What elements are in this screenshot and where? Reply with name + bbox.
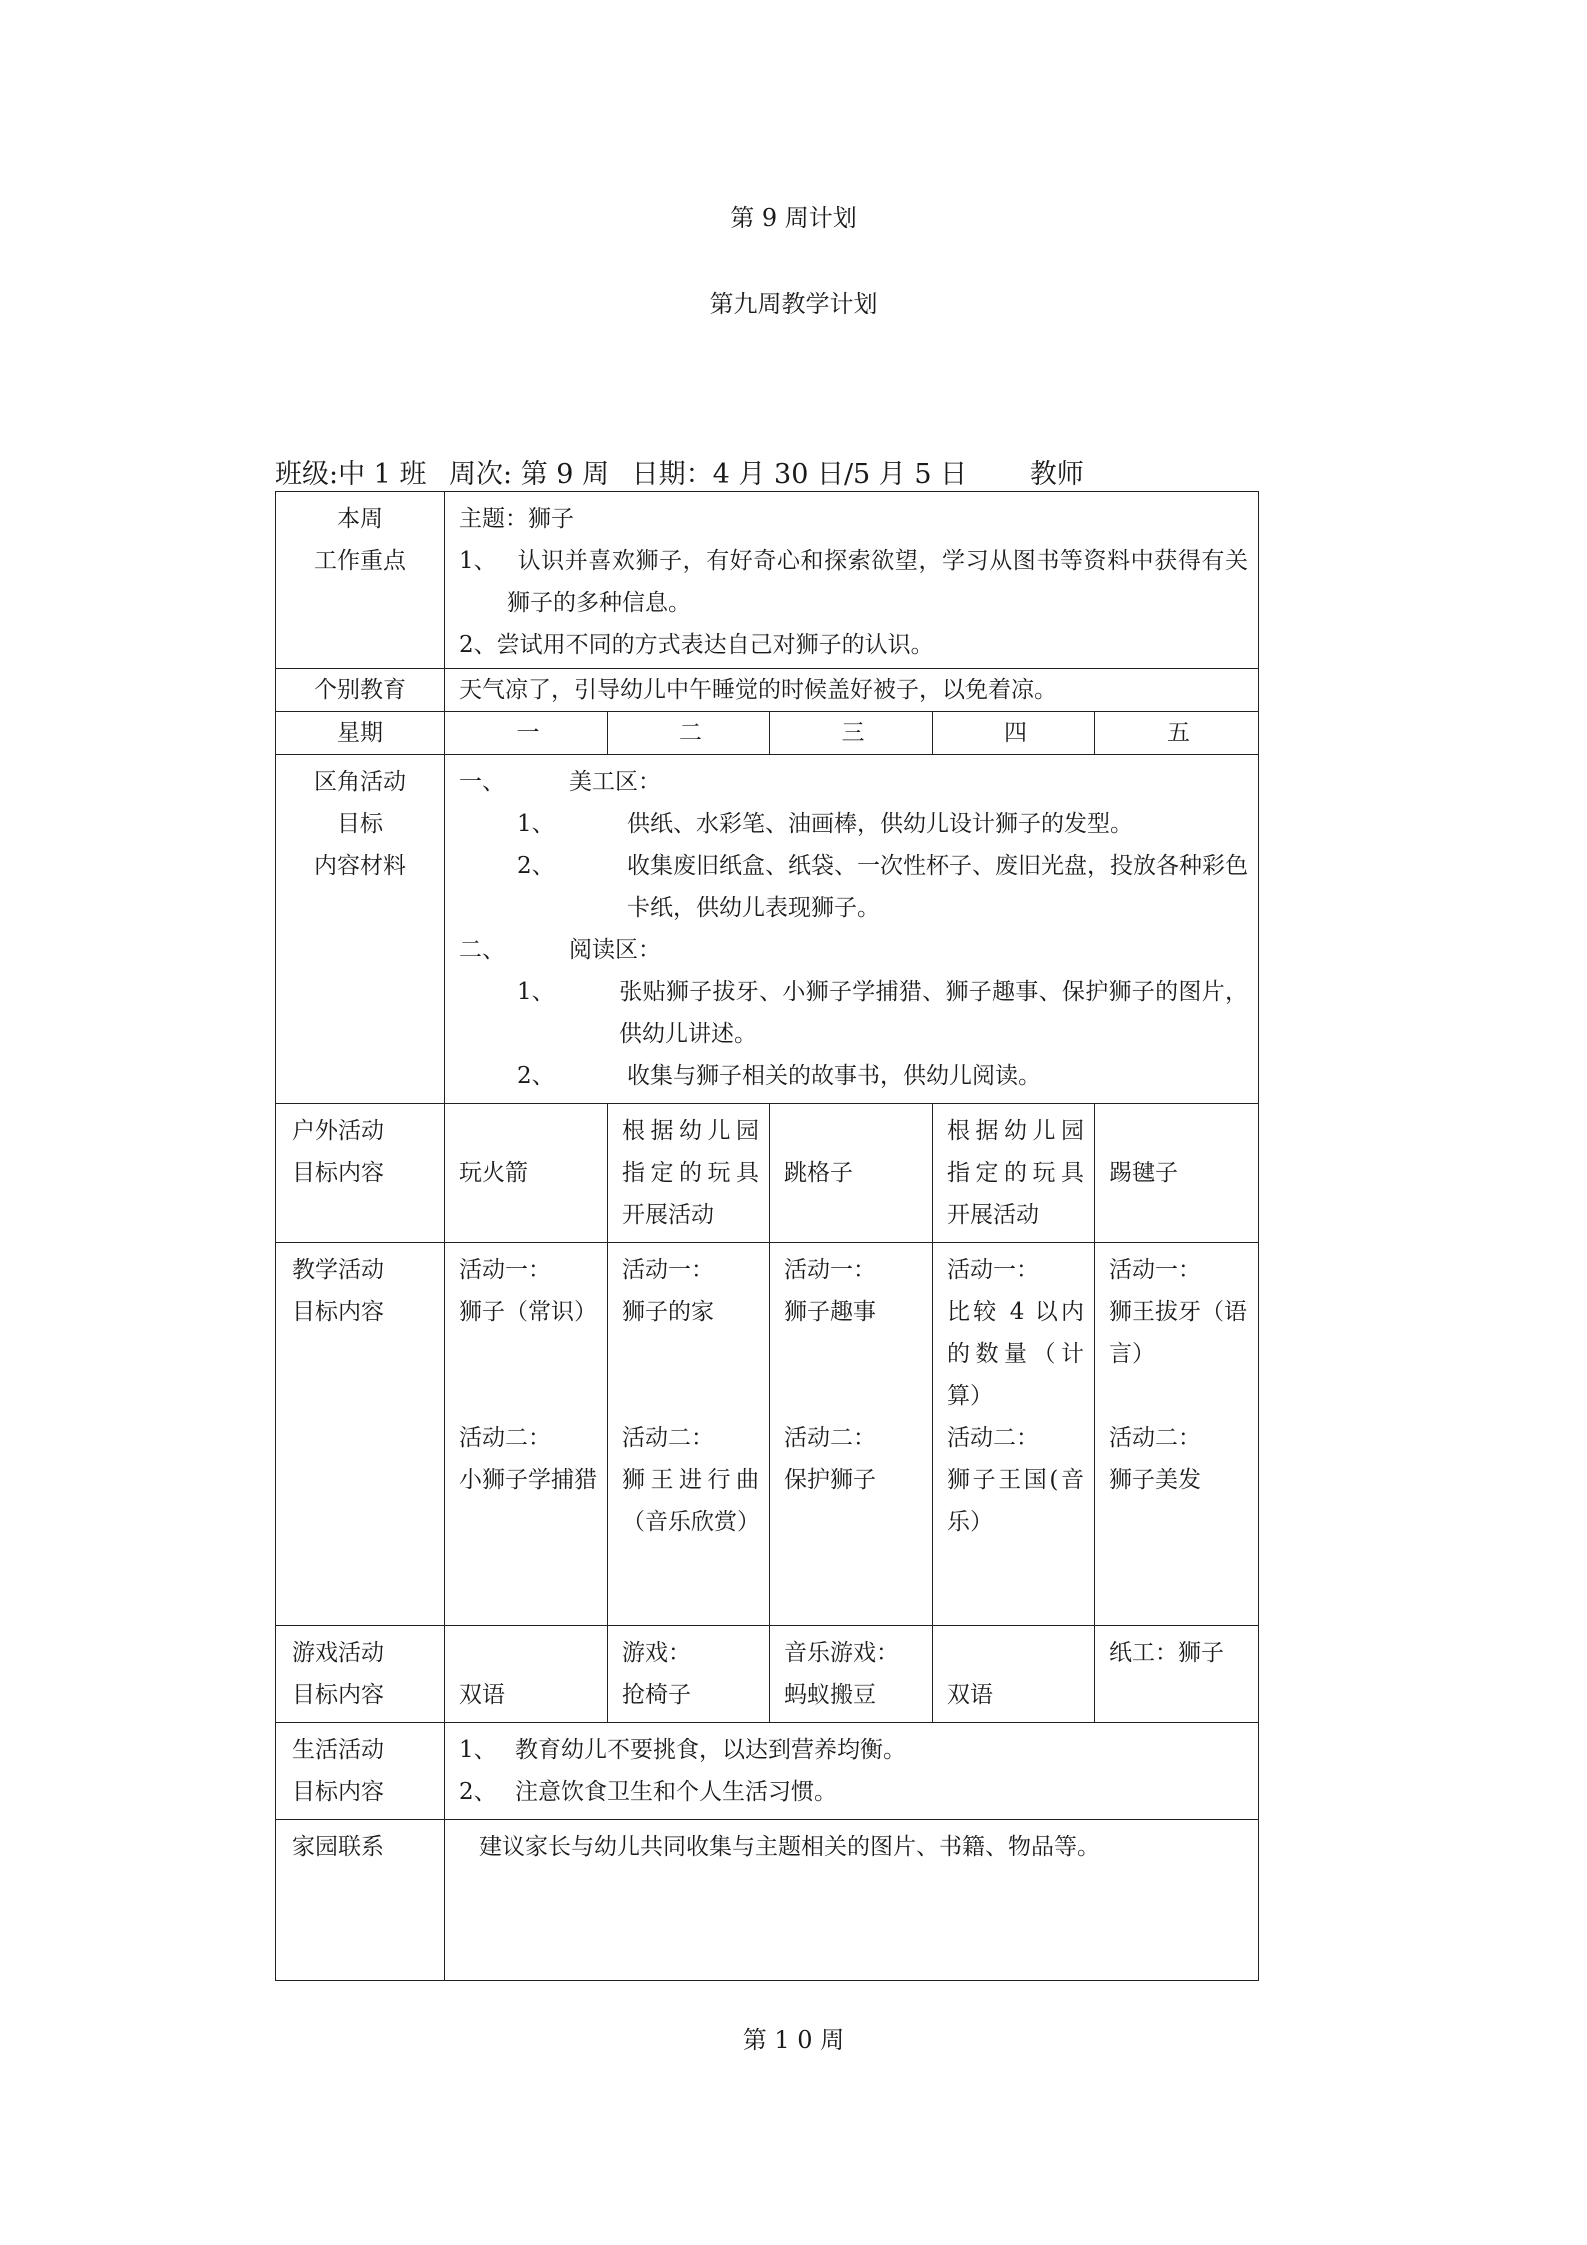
area-section-2-item-1 [459, 971, 1248, 1055]
life-row [276, 1723, 1259, 1820]
area-section-1-title: 美工区： [569, 769, 661, 795]
focus-label-cell [276, 492, 445, 669]
game-wed [770, 1626, 933, 1723]
date-range: 日期：4 月 30 日/5 月 5 日 [631, 459, 968, 490]
outdoor-fri: 踢毽子 [1095, 1104, 1259, 1243]
weekday-mon: 一 [445, 712, 608, 755]
teaching-thu-act1: 比较 4 以内的数量（计算） [947, 1299, 1084, 1409]
game-wed-text: 蚂蚁搬豆 [784, 1682, 876, 1708]
area-label-cell [276, 755, 445, 1104]
game-tue [608, 1626, 770, 1723]
focus-content-cell [445, 492, 1259, 669]
game-tue-text: 抢椅子 [622, 1682, 691, 1708]
outdoor-label-2: 目标内容 [292, 1160, 384, 1186]
page-title: 第 9 周计划 [730, 204, 857, 232]
area-s2-item1-text: 张贴狮子拔牙、小狮子学捕猎、狮子趣事、保护狮子的图片，供幼儿讲述。 [619, 979, 1248, 1047]
teaching-wed [770, 1243, 933, 1626]
teaching-tue [608, 1243, 770, 1626]
teaching-thu-act2-label: 活动二： [947, 1425, 1039, 1451]
weekday-header-row [276, 712, 1259, 755]
life-label-cell [276, 1723, 445, 1820]
area-s1-item1-text: 供纸、水彩笔、油画棒，供幼儿设计狮子的发型。 [627, 811, 1133, 837]
area-s1-item2-num: 2、 [517, 853, 555, 879]
individual-row [276, 669, 1259, 712]
area-s2-item2-text: 收集与狮子相关的故事书，供幼儿阅读。 [627, 1063, 1041, 1089]
game-label-1: 游戏活动 [292, 1640, 384, 1666]
teacher-label: 教师 [1029, 459, 1084, 490]
life-content-cell [445, 1723, 1259, 1820]
teaching-tue-act2-label: 活动二： [622, 1425, 714, 1451]
outdoor-mon: 玩火箭 [445, 1104, 608, 1243]
area-section-2-title: 阅读区： [569, 937, 661, 963]
teaching-label-cell [276, 1243, 445, 1626]
teaching-fri-act1-label: 活动一： [1109, 1257, 1201, 1283]
focus-theme: 主题：狮子 [459, 506, 574, 532]
focus-goal-1-num: 1、 [459, 548, 497, 574]
life-label-2: 目标内容 [292, 1779, 384, 1805]
focus-goal-2: 2、尝试用不同的方式表达自己对狮子的认识。 [459, 632, 934, 658]
area-label-3: 内容材料 [314, 853, 406, 879]
teaching-tue-act2: 狮王进行曲（音乐欣赏） [622, 1467, 760, 1535]
area-section-2-item-2 [459, 1055, 1248, 1097]
home-label: 家园联系 [276, 1820, 445, 1981]
teaching-wed-act1-label: 活动一： [784, 1257, 876, 1283]
teaching-wed-act2: 保护狮子 [784, 1467, 876, 1493]
teaching-row [276, 1243, 1259, 1626]
teaching-tue-act1: 狮子的家 [622, 1299, 714, 1325]
life-item-1-text: 教育幼儿不要挑食，以达到营养均衡。 [515, 1737, 906, 1763]
teaching-mon-act1: 狮子（常识） [459, 1299, 597, 1325]
outdoor-thu: 根据幼儿园指定的玩具开展活动 [933, 1104, 1095, 1243]
teaching-fri-act2: 狮子美发 [1109, 1467, 1201, 1493]
weekday-label: 星期 [276, 712, 445, 755]
teaching-mon [445, 1243, 608, 1626]
teaching-wed-act1: 狮子趣事 [784, 1299, 876, 1325]
life-item-2-text: 注意饮食卫生和个人生活习惯。 [515, 1779, 837, 1805]
focus-label-1: 本周 [337, 506, 383, 532]
game-mon: 双语 [445, 1626, 608, 1723]
outdoor-tue: 根据幼儿园指定的玩具开展活动 [608, 1104, 770, 1243]
outdoor-label-1: 户外活动 [292, 1118, 384, 1144]
weekday-wed: 三 [770, 712, 933, 755]
area-section-1-item-1 [459, 803, 1248, 845]
teaching-mon-act1-label: 活动一： [459, 1257, 551, 1283]
weekly-plan-table [275, 491, 1259, 1981]
game-label-2: 目标内容 [292, 1682, 384, 1708]
life-label-1: 生活活动 [292, 1737, 384, 1763]
life-item-2-num: 2、 [459, 1779, 497, 1805]
area-s1-item1-num: 1、 [517, 811, 555, 837]
teaching-label-1: 教学活动 [292, 1257, 384, 1283]
individual-text: 天气凉了，引导幼儿中午睡觉的时候盖好被子，以免着凉。 [445, 669, 1259, 712]
teaching-fri-act2-label: 活动二： [1109, 1425, 1201, 1451]
week-number: 周次: 第 9 周 [449, 459, 610, 490]
weekday-tue: 二 [608, 712, 770, 755]
area-section-1-num: 一、 [459, 769, 505, 795]
class-name: 班级:中 1 班 [275, 459, 427, 490]
home-row [276, 1820, 1259, 1981]
area-label-2: 目标 [337, 811, 383, 837]
page-subtitle: 第九周教学计划 [709, 290, 878, 318]
teaching-mon-act2: 小狮子学捕猎 [459, 1467, 597, 1493]
teaching-label-2: 目标内容 [292, 1299, 384, 1325]
class-info-line [275, 452, 1275, 491]
teaching-fri [1095, 1243, 1259, 1626]
area-row [276, 755, 1259, 1104]
game-thu: 双语 [933, 1626, 1095, 1723]
weekday-fri: 五 [1095, 712, 1259, 755]
outdoor-label-cell [276, 1104, 445, 1243]
focus-goal-1-text: 认识并喜欢狮子，有好奇心和探索欲望，学习从图书等资料中获得有关狮子的多种信息。 [507, 548, 1248, 616]
teaching-thu-act1-label: 活动一： [947, 1257, 1039, 1283]
game-wed-title: 音乐游戏： [784, 1640, 899, 1666]
life-item-1-num: 1、 [459, 1737, 497, 1763]
area-section-2-num: 二、 [459, 937, 505, 963]
area-label-1: 区角活动 [314, 769, 406, 795]
focus-row [276, 492, 1259, 669]
outdoor-wed: 跳格子 [770, 1104, 933, 1243]
page-footer: 第 1 0 周 [742, 2026, 845, 2054]
teaching-thu-act2: 狮子王国(音乐） [947, 1467, 1084, 1535]
teaching-fri-act1: 狮王拔牙（语言） [1109, 1299, 1247, 1367]
area-section-1-item-2 [459, 845, 1248, 929]
focus-label-2: 工作重点 [314, 548, 406, 574]
teaching-wed-act2-label: 活动二： [784, 1425, 876, 1451]
teaching-thu [933, 1243, 1095, 1626]
area-content-cell [445, 755, 1259, 1104]
area-section-2 [459, 929, 1248, 971]
individual-label: 个别教育 [276, 669, 445, 712]
life-item-2 [459, 1771, 1248, 1813]
area-section-1 [459, 761, 1248, 803]
focus-goal-1 [459, 540, 1248, 624]
game-fri: 纸工：狮子 [1095, 1626, 1259, 1723]
area-s2-item2-num: 2、 [517, 1063, 555, 1089]
game-tue-title: 游戏： [622, 1640, 691, 1666]
area-s2-item1-num: 1、 [517, 979, 555, 1005]
teaching-tue-act1-label: 活动一： [622, 1257, 714, 1283]
game-row [276, 1626, 1259, 1723]
weekday-thu: 四 [933, 712, 1095, 755]
life-item-1 [459, 1729, 1248, 1771]
area-s1-item2-text: 收集废旧纸盒、纸袋、一次性杯子、废旧光盘，投放各种彩色卡纸，供幼儿表现狮子。 [627, 853, 1248, 921]
home-text: 建议家长与幼儿共同收集与主题相关的图片、书籍、物品等。 [445, 1820, 1259, 1981]
teaching-mon-act2-label: 活动二： [459, 1425, 551, 1451]
game-label-cell [276, 1626, 445, 1723]
outdoor-row [276, 1104, 1259, 1243]
